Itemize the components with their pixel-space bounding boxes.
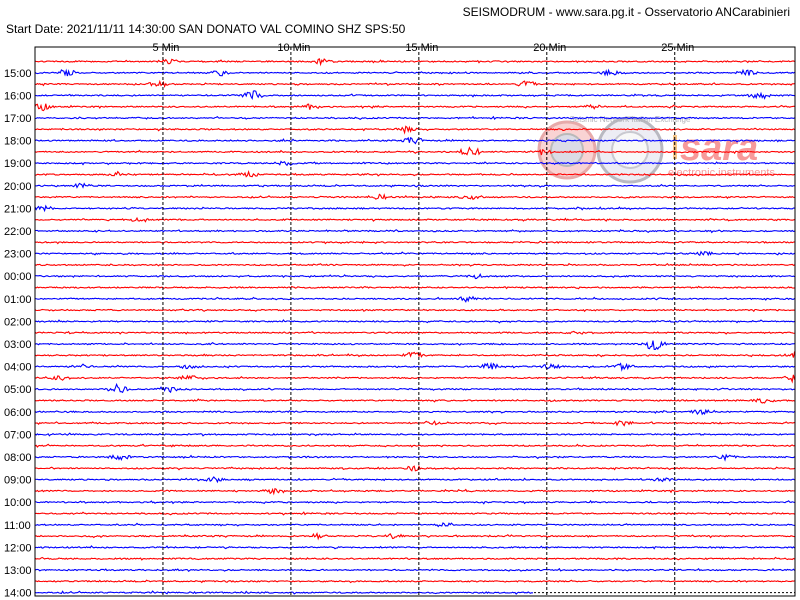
minute-tick-label-3: 20 Min	[533, 42, 567, 54]
row-label-20: 11:00	[4, 519, 31, 532]
minute-tick-label-0: 5 Min	[152, 42, 180, 54]
trace-row-30	[35, 399, 795, 403]
minute-tick-label-4: 25 Min	[661, 42, 695, 54]
row-label-22: 13:00	[4, 565, 32, 577]
trace-row-24	[35, 331, 795, 334]
carabinieri-seal-icon	[539, 122, 595, 178]
row-label-19: 10:00	[4, 497, 32, 510]
row-label-14: 05:00	[4, 384, 32, 397]
minute-tick-layer	[152, 42, 694, 54]
trace-row-39	[35, 501, 795, 504]
row-label-3: 18:00	[4, 135, 32, 148]
trace-row-41	[35, 523, 795, 527]
trace-row-43	[35, 546, 795, 549]
trace-row-37	[35, 477, 795, 482]
row-label-9: 00:00	[4, 271, 32, 284]
row-label-12: 03:00	[4, 339, 32, 351]
row-label-layer	[4, 68, 32, 600]
row-label-6: 21:00	[4, 203, 32, 216]
row-label-21: 12:00	[4, 542, 32, 555]
sara-tagline: electronic instruments	[668, 167, 775, 179]
trace-row-36	[35, 466, 795, 471]
minute-tick-label-1: 10 Min	[277, 42, 311, 54]
row-label-8: 23:00	[4, 248, 32, 261]
trace-row-22	[35, 309, 795, 311]
trace-row-27	[35, 364, 795, 370]
seal-text: Seismic Network Italian Exchange	[569, 115, 691, 124]
trace-row-34	[35, 444, 795, 447]
trace-row-19	[35, 274, 795, 278]
minute-tick-label-2: 15 Min	[405, 42, 439, 54]
row-label-10: 01:00	[4, 293, 32, 306]
row-label-18: 09:00	[4, 474, 32, 487]
trace-row-44	[35, 557, 795, 559]
row-label-5: 20:00	[4, 180, 32, 193]
header-title: SEISMODRUM - www.sara.pg.it - Osservatorio ANCarabinieri	[462, 5, 790, 19]
row-label-15: 06:00	[4, 406, 32, 419]
trace-row-20	[35, 286, 795, 288]
row-label-23: 14:00	[4, 587, 32, 600]
trace-row-32	[35, 421, 795, 426]
trace-row-35	[35, 455, 795, 460]
row-label-4: 19:00	[4, 158, 32, 171]
row-label-11: 02:00	[4, 316, 32, 329]
trace-row-17	[35, 252, 795, 256]
trace-row-23	[35, 320, 795, 323]
trace-row-42	[35, 534, 795, 539]
trace-row-21	[35, 297, 795, 302]
trace-row-18	[35, 264, 795, 266]
row-label-13: 04:00	[4, 361, 32, 374]
row-label-17: 08:00	[4, 452, 32, 464]
trace-row-46	[35, 580, 795, 582]
trace-row-26	[35, 351, 795, 357]
station-info: Start Date: 2021/11/11 14:30:00 SAN DONATO VAL COMINO SHZ SPS:50	[6, 22, 406, 36]
trace-row-47	[35, 591, 533, 594]
trace-row-25	[35, 341, 795, 350]
trace-row-28	[35, 375, 795, 382]
row-label-0: 15:00	[4, 67, 32, 80]
trace-row-29	[35, 384, 795, 392]
trace-row-45	[35, 569, 795, 572]
trace-row-31	[35, 410, 795, 414]
trace-row-38	[35, 489, 795, 494]
trace-row-40	[35, 512, 795, 515]
row-label-7: 22:00	[4, 226, 32, 238]
row-label-2: 17:00	[4, 113, 32, 125]
row-label-1: 16:00	[4, 90, 32, 103]
watermark	[530, 58, 800, 243]
trace-row-33	[35, 433, 795, 436]
sara-brand: sara	[680, 127, 759, 169]
row-label-16: 07:00	[4, 429, 32, 442]
